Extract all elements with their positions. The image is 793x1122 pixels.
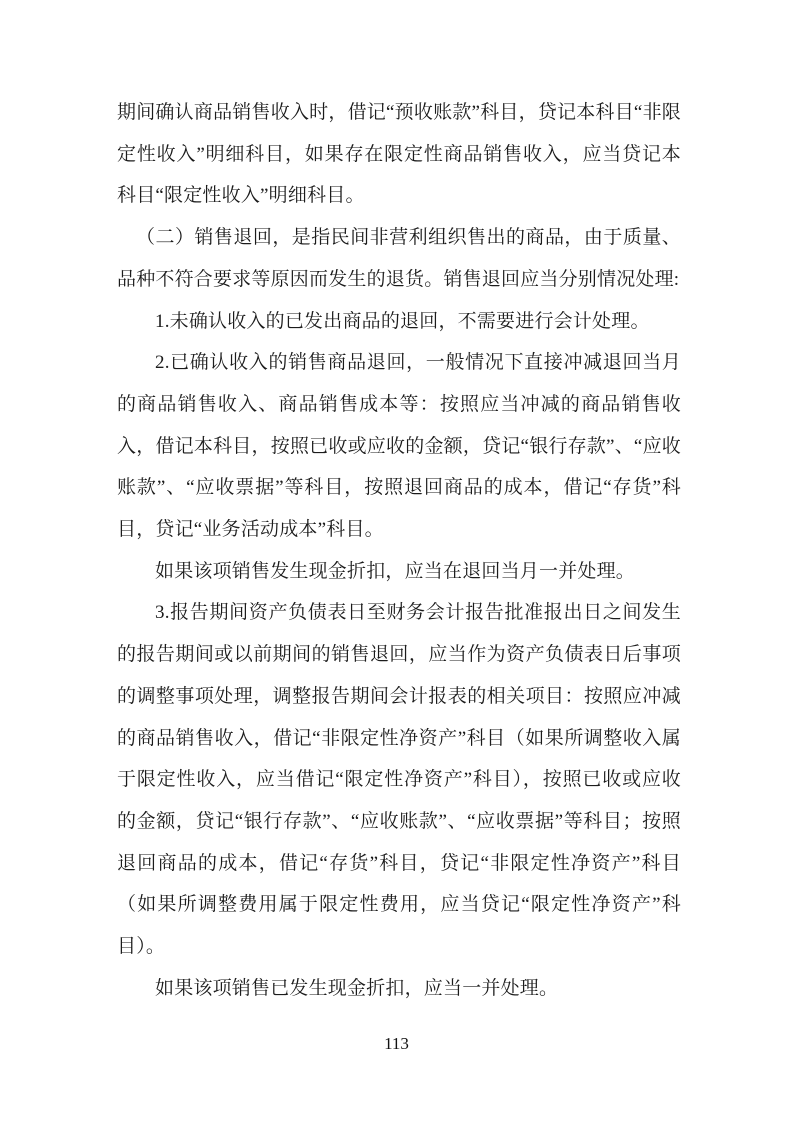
paragraph: 如果该项销售已发生现金折扣，应当一并处理。 [155,977,559,999]
document-text-block [117,92,681,1009]
paragraph: 1.未确认收入的已发出商品的退回，不需要进行会计处理。 [155,310,650,332]
page-number: 113 [384,1034,409,1053]
paragraph: 期间确认商品销售收入时，借记“预收账款”科目，贷记本科目“非限定性收入”明细科目，如果存在限定性商品销售收入，应当贷记本科目“限定性收入”明细科目。 [117,102,681,207]
paragraph: 3.报告期间资产负债表日至财务会计报告批准报出日之间发生的报告期间或以前期间的销售退回，应当作为资产负债表日后事项的调整事项处理，调整报告期间会计报表的相关项目：按照应冲减的商品销售收入，借记“非限定性净资产”科目（如果所调整收入属于限定性收入，应当借记“限定性净资产”科目），按照已收或应收的金额，贷记“银行存款”、“应收账款”、“应收票据”等科目；按照退回商品的成本，借记“存货”科目，贷记“非限定性净资产”科目（如果所调整费用属于限定性费用，应当贷记“限定性净资产”科目）。 [117,602,681,958]
paragraph: 2.已确认收入的销售商品退回，一般情况下直接冲减退回当月的商品销售收入、商品销售成本等：按照应当冲减的商品销售收入，借记本科目，按照已收或应收的金额，贷记“银行存款”、“应收账款”、“应收票据”等科目，按照退回商品的成本，借记“存货”科目，贷记“业务活动成本”科目。 [117,352,681,541]
paragraph: 如果该项销售发生现金折扣，应当在退回当月一并处理。 [155,560,636,582]
paragraph: （二）销售退回，是指民间非营利组织售出的商品，由于质量、品种不符合要求等原因而发生的退货。销售退回应当分别情况处理: [117,227,681,290]
